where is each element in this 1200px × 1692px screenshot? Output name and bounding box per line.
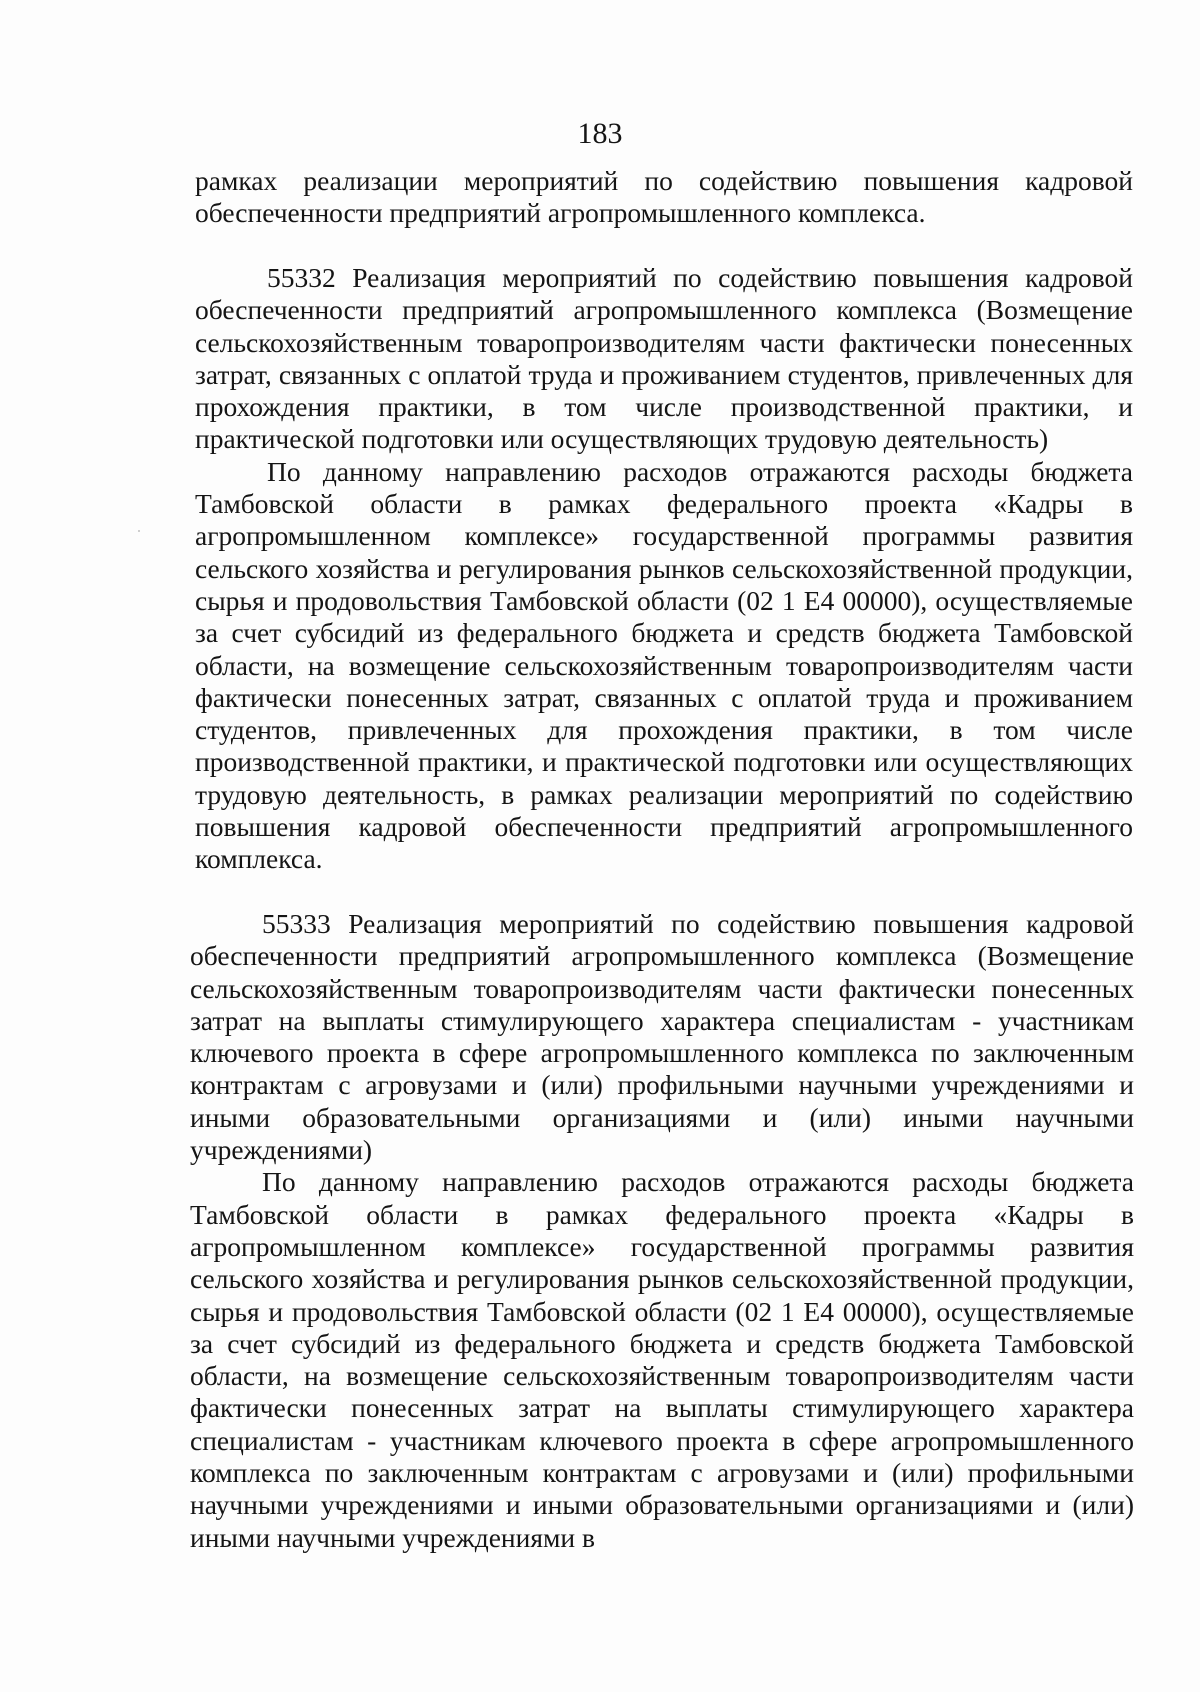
paragraph: рамках реализации мероприятий по содействию повышения кадровой обеспеченности предприятий агропромышленного комплекса. [195,165,1133,229]
text-section-55333 [190,908,1134,1554]
text-section-continuation [195,165,1133,230]
scan-speck [138,530,140,532]
paragraph: По данному направлению расходов отражаются расходы бюджета Тамбовской области в рамках федерального проекта «Кадры в агропромышленном комплексе» государственной программы развития сельского хозяйства и регулирования рынков сельскохозяйственной продукции, сырья и продовольствия Тамбовской области (02 1 Е4 00000), осуществляемые за счет субсидий из федерального бюджета и средств бюджета Тамбовской области, на возмещение сельскохозяйственным товаропроизводителям части фактически понесенных затрат, связанных с оплатой труда и проживанием студентов, привлеченных для прохождения практики, в том числе производственной практики, и практической подготовки или осуществляющих трудовую деятельность, в рамках реализации мероприятий по содействию повышения кадровой обеспеченности предприятий агропромышленного комплекса. [195,455,1133,875]
paragraph-heading-55333: 55333 Реализация мероприятий по содействию повышения кадровой обеспеченности предприятий агропромышленного комплекса (Возмещение сельскохозяйственным товаропроизводителям части фактически понесенных затрат на выплаты стимулирующего характера специалистам - участникам ключевого проекта в сфере агропромышленного комплекса по заключенным контрактам с агровузами и (или) профильными научными учреждениями и иными образовательными организациями и (или) иными научными учреждениями) [190,908,1134,1166]
page-number: 183 [577,117,623,150]
text-section-55332 [195,262,1133,876]
paragraph: По данному направлению расходов отражаются расходы бюджета Тамбовской области в рамках федерального проекта «Кадры в агропромышленном комплексе» государственной программы развития сельского хозяйства и регулирования рынков сельскохозяйственной продукции, сырья и продовольствия Тамбовской области (02 1 Е4 00000), осуществляемые за счет субсидий из федерального бюджета и средств бюджета Тамбовской области, на возмещение сельскохозяйственным товаропроизводителям части фактически понесенных затрат на выплаты стимулирующего характера специалистам - участникам ключевого проекта в сфере агропромышленного комплекса по заключенным контрактам с агровузами и (или) профильными научными учреждениями и иными образовательными организациями и (или) иными научными учреждениями в [190,1166,1134,1553]
paragraph-heading-55332: 55332 Реализация мероприятий по содействию повышения кадровой обеспеченности предприятий агропромышленного комплекса (Возмещение сельскохозяйственным товаропроизводителям части фактически понесенных затрат, связанных с оплатой труда и проживанием студентов, привлеченных для прохождения практики, в том числе производственной практики, и практической подготовки или осуществляющих трудовую деятельность) [195,262,1133,455]
